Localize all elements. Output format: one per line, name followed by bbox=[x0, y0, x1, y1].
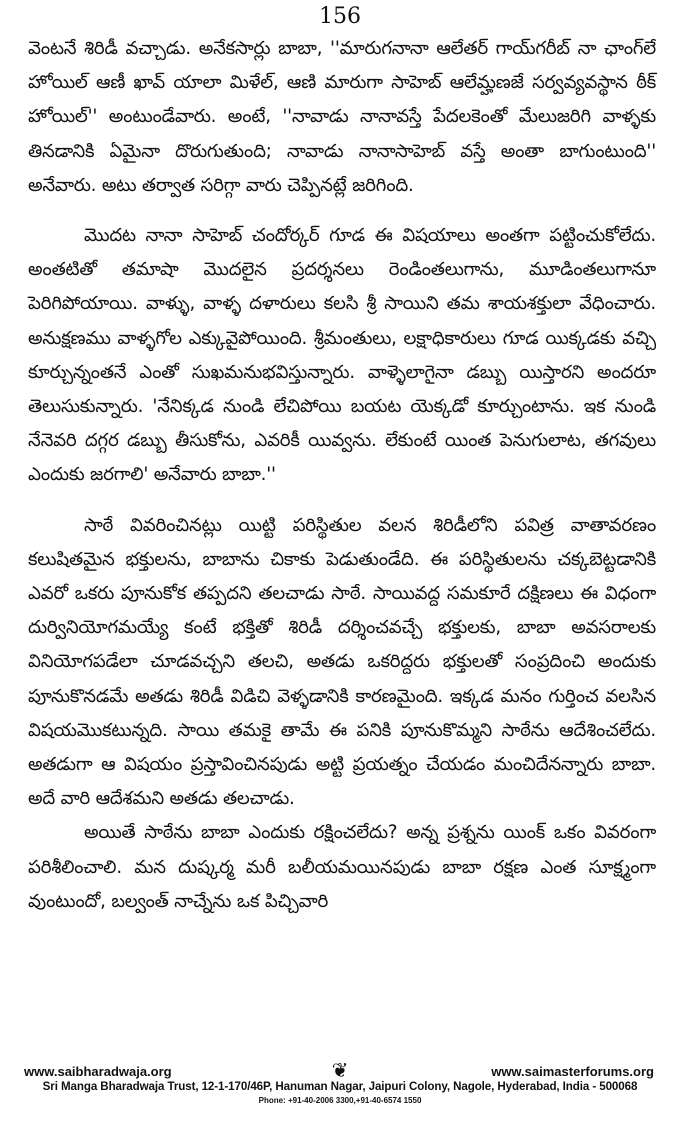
lotus-emblem-icon: ❦ bbox=[331, 1058, 349, 1082]
paragraph-1: వెంటనే శిరిడీ వచ్చాడు. అనేకసార్లు బాబా, ''మారుగనానా ఆలేతర్ గాయ్‌గరీబ్ నా ఛాంగ్‌లే హోయిల్ ఆణీ ఖావ్ యాలా మిళేల్, ఆణి మారుగా సాహెబ్ ఆలేమ్హణజే సర్వవ్యవస్థాన ఠీక్ హోయిల్'' అంటుండేవారు. అంటే, ''నావాడు నానావస్తే పేదలకెంతో మేలుజరిగి వాళ్ళకు తినడానికి ఏమైనా దొరుగుతుంది; నావాడు నానాసాహెబ్ వస్తే అంతా బాగుంటుంది'' అనేవారు. అటు తర్వాత సరిగ్గా వారు చెప్పినట్లే జరిగింది. bbox=[28, 38, 656, 196]
paragraph-2: మొదట నానా సాహెబ్ చందోర్కర్ గూడ ఈ విషయాలు అంతగా పట్టించుకోలేదు. అంతటితో తమాషా మొదలైన ప్రదర్శనలు రెండింతలుగాను, మూడింతలుగానూ పెరిగిపోయాయి. వాళ్ళు, వాళ్ళ దళారులు కలసి శ్రీ సాయిని తమ శాయశక్తులా వేధించారు. అనుక్షణము వాళ్ళగోల ఎక్కువైపోయింది. శ్రీమంతులు, లక్షాధికారులు గూడ యిక్కడకు వచ్చి కూర్చున్నంతనే ఎంతో సుఖమనుభవిస్తున్నారు. వాళ్ళెలాగైనా డబ్బు యిస్తారని అందరూ తెలుసుకున్నారు. 'నేనిక్కడ నుండి లేచిపోయి బయట యెక్కడో కూర్చుంటాను. ఇక నుండి నేనెవరి దగ్గర డబ్బు తీసుకోను, ఎవరికీ యివ్వను. లేకుంటే యింత పెనుగులాట, తగవులు ఎందుకు జరగాలి' అనేవారు బాబా.'' bbox=[28, 225, 656, 486]
paragraph-4: అయితే సాఠేను బాబా ఎందుకు రక్షించలేదు? అన్న ప్రశ్నను యింక్ ఒకం వివరంగా పరిశీలించాలి. మన దుష్కర్మ మరీ బలీయమయినపుడు బాబా రక్షణ ఎంత సూక్ష్మంగా వుంటుందో, బల్వంత్ నాచ్నేను ఒక పిచ్చివారి bbox=[28, 822, 656, 912]
website-link-right[interactable]: www.saimasterforums.org bbox=[491, 1064, 654, 1079]
body-text bbox=[28, 32, 656, 919]
trust-address: Sri Manga Bharadwaja Trust, 12-1-170/46P, Hanuman Nagar, Jaipuri Colony, Nagole, Hyderabad, India - 500068 bbox=[42, 1080, 638, 1093]
paragraph-3: సాఠే వివరించినట్లు యిట్టి పరిస్థితుల వలన శిరిడీలోని పవిత్ర వాతావరణం కలుషితమైన భక్తులను, బాబాను చికాకు పెడుతుండేది. ఈ పరిస్థితులను చక్కబెట్టడానికి ఎవరో ఒకరు పూనుకోక తప్పదని తలచాడు సాఠే. సాయివద్ద సమకూరే దక్షిణలు ఈ విధంగా దుర్వినియోగమయ్యే కంటే భక్తితో శిరిడీ దర్శించవచ్చే భక్తులకు, బాబా అవసరాలకు వినియోగపడేలా చూడవచ్చని తలచి, అతడు ఒకరిద్దరు భక్తులతో సంప్రదించి అందుకు పూనుకొనడమే అతడు శిరిడీ విడిచి వెళ్ళడానికి కారణమైంది. ఇక్కడ మనం గుర్తించ వలసిన విషయమొకటున్నది. సాయి తమకై తామే ఈ పనికి పూనుకొమ్మని సాఠేను ఆదేశించలేదు. అతడుగా ఆ విషయం ప్రస్తావించినపుడు అట్టి ప్రయత్నం చేయడం మంచిదేనన్నారు బాబా. అదే వారి ఆదేశమని అతడు తలచాడు. bbox=[28, 514, 656, 810]
phone-numbers: Phone: +91-40-2006 3300,+91-40-6574 1550 bbox=[258, 1096, 422, 1105]
page-number: 156 bbox=[319, 4, 361, 29]
page-footer bbox=[22, 1058, 658, 1116]
website-link-left[interactable]: www.saibharadwaja.org bbox=[24, 1064, 172, 1079]
